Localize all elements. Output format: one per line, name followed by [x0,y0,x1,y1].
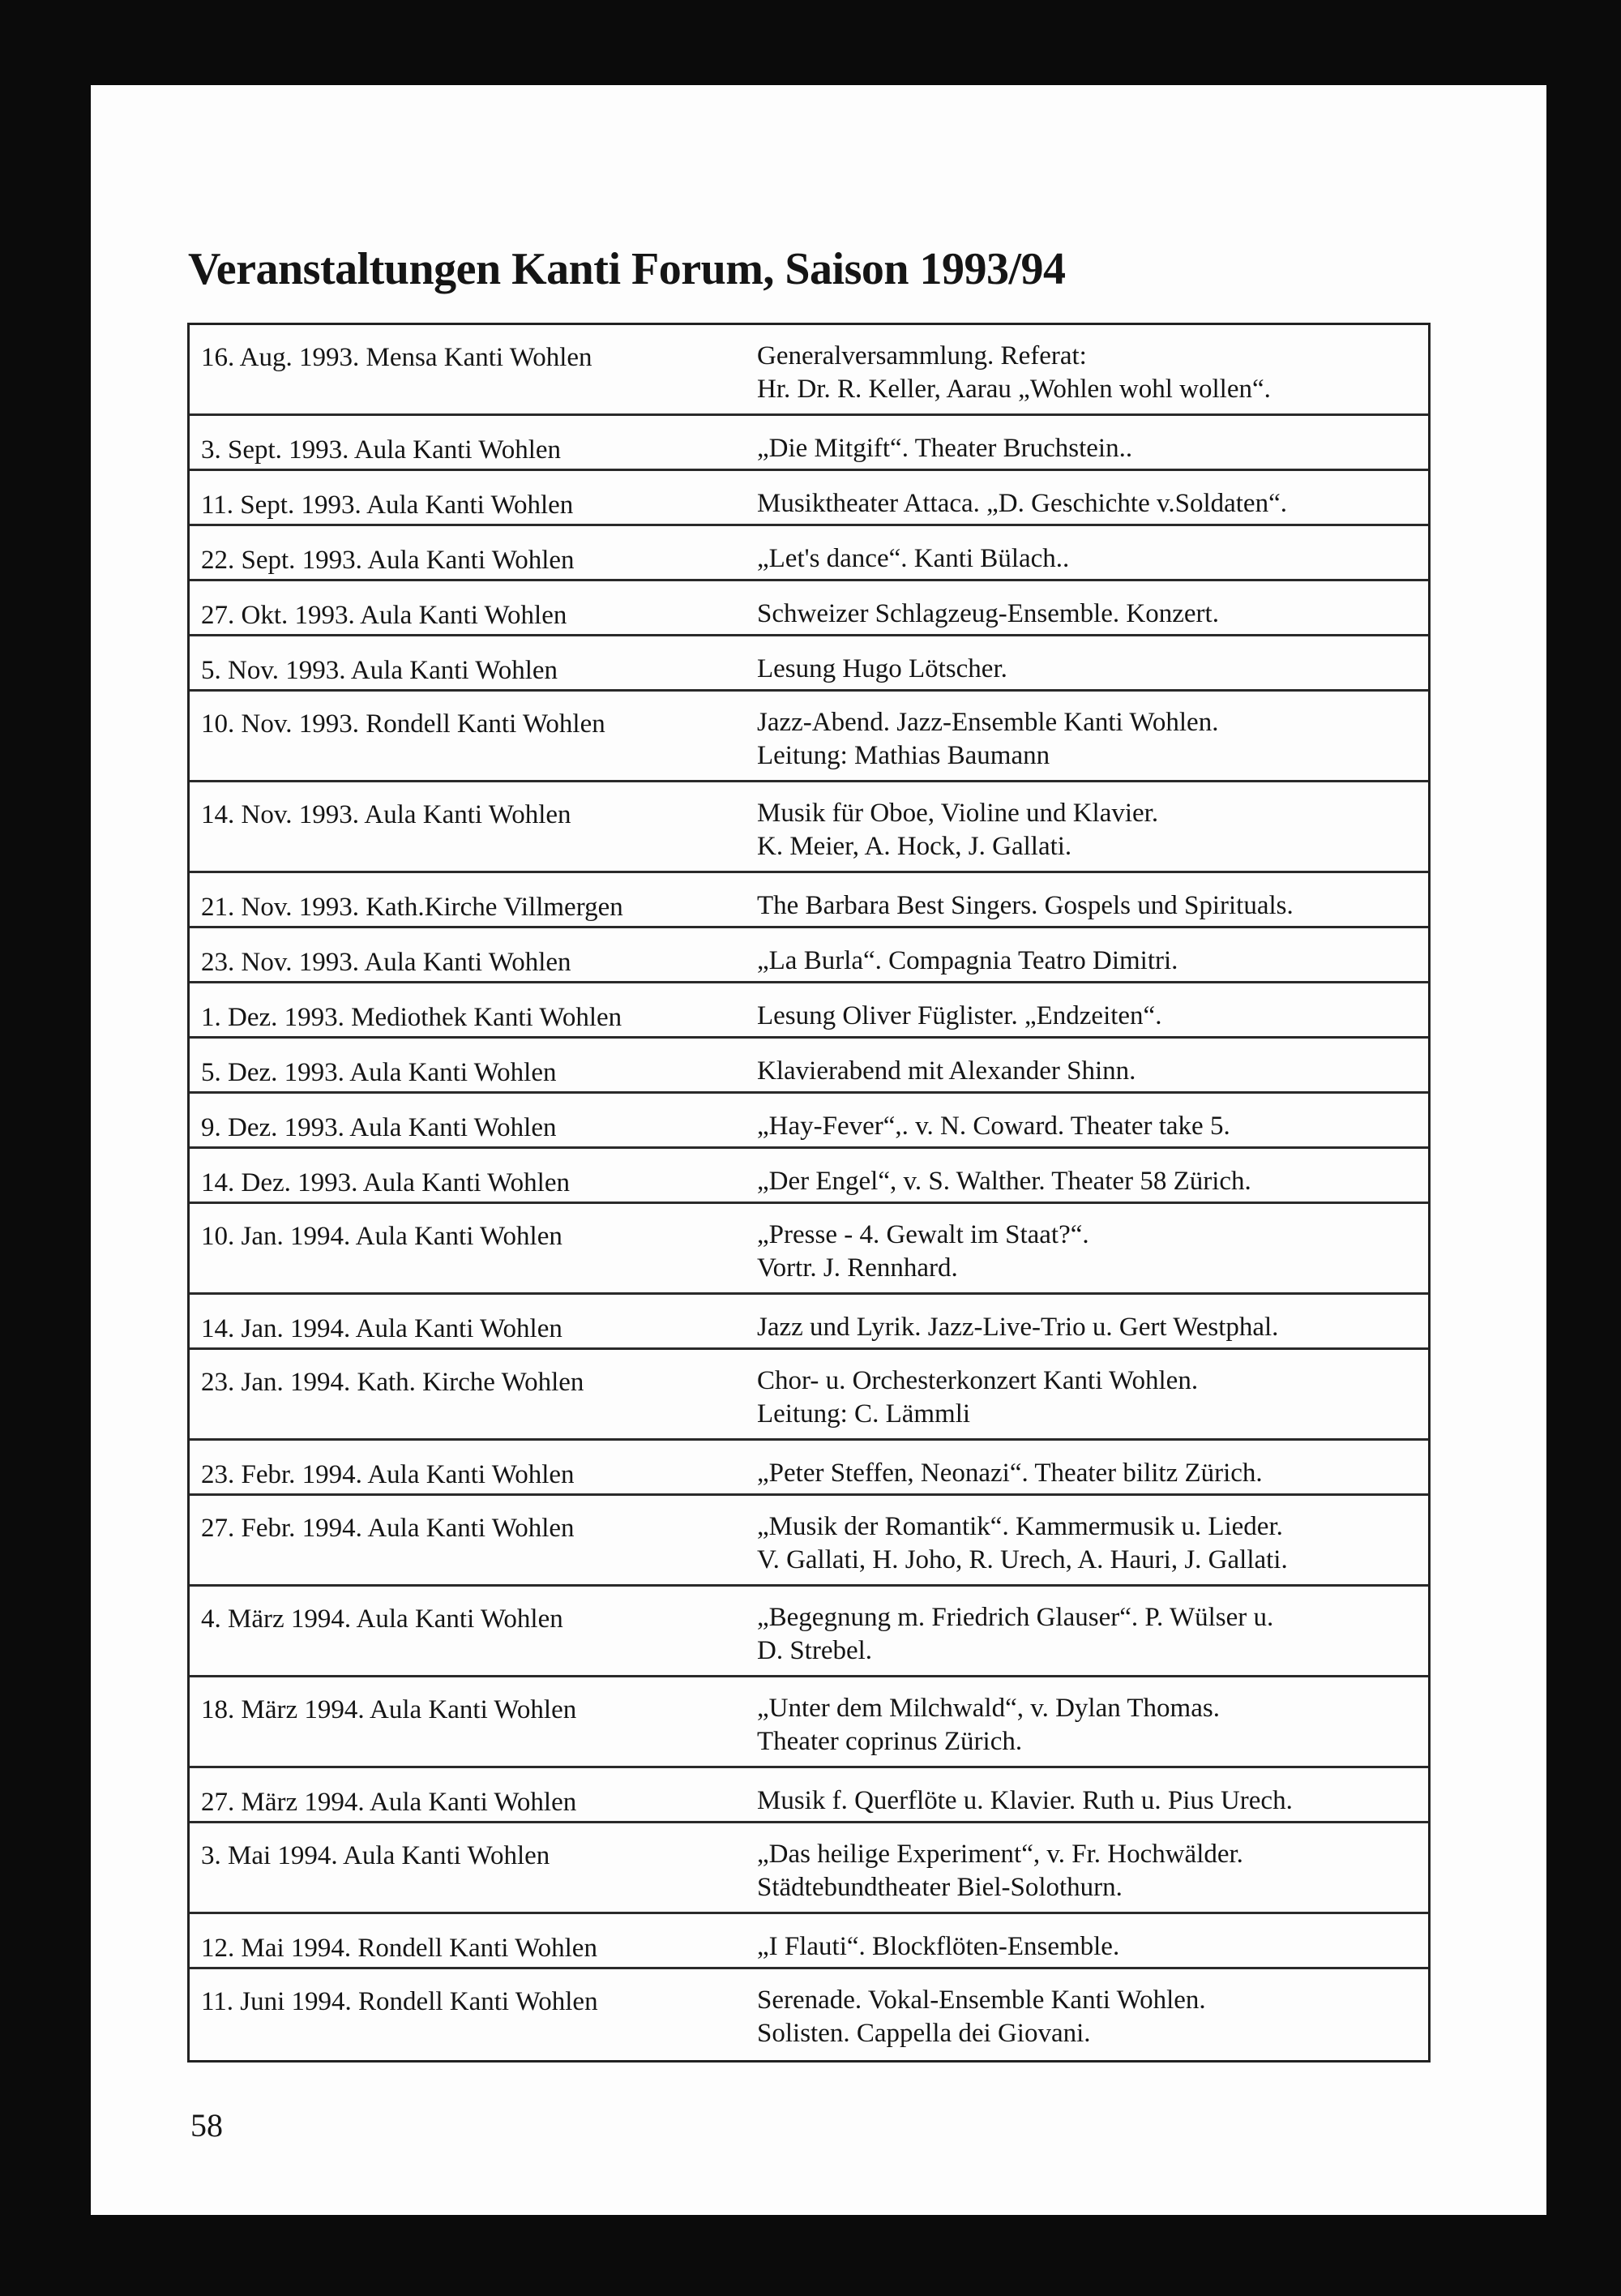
event-description [757,598,1219,631]
event-description [757,1364,1198,1431]
event-description-line: Hr. Dr. R. Keller, Aarau „Wohlen wohl wollen“. [757,375,1271,404]
event-description-line: Solisten. Cappella dei Giovani. [757,2019,1091,2048]
event-description-line: Lesung Hugo Lötscher. [757,654,1007,683]
event-date-venue: 27. März 1994. Aula Kanti Wohlen [201,1788,577,1817]
event-description [757,1165,1251,1198]
event-description-line: Jazz und Lyrik. Jazz-Live-Trio u. Gert Westphal. [757,1313,1279,1342]
table-row [190,1094,1428,1149]
table-row [190,782,1428,873]
event-date-venue: 21. Nov. 1993. Kath.Kirche Villmergen [201,893,623,922]
table-row [190,1204,1428,1295]
table-row [190,1969,1428,2060]
event-date-venue: 22. Sept. 1993. Aula Kanti Wohlen [201,546,575,575]
event-description [757,340,1271,406]
table-row [190,928,1428,983]
event-description-line: Schweizer Schlagzeug-Ensemble. Konzert. [757,599,1219,628]
table-row [190,1587,1428,1677]
event-description-line: Musik f. Querflöte u. Klavier. Ruth u. Pius Urech. [757,1786,1293,1815]
event-date-venue: 14. Dez. 1993. Aula Kanti Wohlen [201,1168,570,1197]
event-date-venue: 10. Nov. 1993. Rondell Kanti Wohlen [201,709,605,739]
table-row [190,1768,1428,1823]
event-date-venue: 9. Dez. 1993. Aula Kanti Wohlen [201,1113,557,1142]
event-date-venue: 14. Nov. 1993. Aula Kanti Wohlen [201,800,571,829]
page-number: 58 [190,2107,223,2144]
event-description-line: „La Burla“. Compagnia Teatro Dimitri. [757,946,1178,975]
event-description [757,1219,1089,1285]
event-date-venue: 11. Juni 1994. Rondell Kanti Wohlen [201,1987,598,2016]
table-row [190,1441,1428,1496]
event-date-venue: 27. Febr. 1994. Aula Kanti Wohlen [201,1514,575,1543]
event-date-venue: 10. Jan. 1994. Aula Kanti Wohlen [201,1222,562,1251]
table-row [190,1914,1428,1969]
event-description-line: „Presse - 4. Gewalt im Staat?“. [757,1220,1089,1249]
event-description-line: Chor- u. Orchesterkonzert Kanti Wohlen. [757,1366,1199,1395]
event-date-venue: 27. Okt. 1993. Aula Kanti Wohlen [201,601,567,630]
event-description [757,1838,1243,1904]
event-description [757,432,1132,465]
event-description-line: Theater coprinus Zürich. [757,1727,1023,1756]
event-description-line: Leitung: Mathias Baumann [757,741,1050,770]
event-description-line: V. Gallati, H. Joho, R. Urech, A. Hauri, J. Gallati. [757,1545,1288,1574]
event-date-venue: 23. Febr. 1994. Aula Kanti Wohlen [201,1460,575,1489]
event-description [757,1000,1161,1033]
event-date-venue: 12. Mai 1994. Rondell Kanti Wohlen [201,1934,597,1963]
table-row [190,581,1428,636]
event-date-venue: 23. Jan. 1994. Kath. Kirche Wohlen [201,1368,584,1397]
event-description-line: „Die Mitgift“. Theater Bruchstein.. [757,434,1133,463]
event-date-venue: 5. Nov. 1993. Aula Kanti Wohlen [201,656,558,685]
event-description-line: Generalversammlung. Referat: [757,341,1087,371]
event-description [757,1110,1230,1143]
event-description [757,1311,1278,1344]
event-description-line: „Der Engel“, v. S. Walther. Theater 58 Zürich. [757,1167,1251,1196]
event-description-line: The Barbara Best Singers. Gospels und Spirituals. [757,891,1294,920]
event-description [757,889,1294,923]
event-description-line: D. Strebel. [757,1636,873,1665]
event-description [757,487,1287,520]
events-table [187,323,1431,2063]
event-description-line: „Peter Steffen, Neonazi“. Theater bilitz Zürich. [757,1459,1263,1488]
event-date-venue: 16. Aug. 1993. Mensa Kanti Wohlen [201,343,592,372]
event-description-line: „Das heilige Experiment“, v. Fr. Hochwälder. [757,1840,1243,1869]
table-row [190,471,1428,526]
table-row [190,1039,1428,1094]
event-description-line: „I Flauti“. Blockflöten-Ensemble. [757,1932,1120,1961]
event-description-line: „Hay-Fever“,. v. N. Coward. Theater take 5. [757,1112,1230,1141]
page-title: Veranstaltungen Kanti Forum, Saison 1993/94 [188,244,1066,294]
event-description [757,706,1218,773]
event-description [757,1055,1136,1088]
event-description [757,1601,1273,1668]
table-row [190,983,1428,1039]
event-date-venue: 1. Dez. 1993. Mediothek Kanti Wohlen [201,1003,622,1032]
event-date-venue: 23. Nov. 1993. Aula Kanti Wohlen [201,948,571,977]
event-description-line: Klavierabend mit Alexander Shinn. [757,1056,1136,1086]
event-description-line: Vortr. J. Rennhard. [757,1253,958,1283]
event-description [757,653,1007,686]
table-row [190,325,1428,416]
event-description-line: Serenade. Vokal-Ensemble Kanti Wohlen. [757,1985,1206,2015]
event-description [757,1984,1206,2050]
event-description-line: Lesung Oliver Füglister. „Endzeiten“. [757,1001,1162,1030]
event-description [757,1930,1119,1964]
event-description [757,1510,1288,1577]
event-description [757,1457,1263,1490]
event-description-line: Musiktheater Attaca. „D. Geschichte v.Soldaten“. [757,489,1287,518]
event-date-venue: 14. Jan. 1994. Aula Kanti Wohlen [201,1314,562,1343]
event-date-venue: 11. Sept. 1993. Aula Kanti Wohlen [201,490,574,520]
event-date-venue: 4. März 1994. Aula Kanti Wohlen [201,1604,563,1634]
event-description-line: „Let's dance“. Kanti Bülach.. [757,544,1070,573]
event-date-venue: 5. Dez. 1993. Aula Kanti Wohlen [201,1058,557,1087]
event-description-line: „Unter dem Milchwald“, v. Dylan Thomas. [757,1694,1220,1723]
event-description-line: Leitung: C. Lämmli [757,1399,971,1429]
event-description-line: „Musik der Romantik“. Kammermusik u. Lieder. [757,1512,1283,1541]
event-description [757,542,1069,576]
event-description-line: Musik für Oboe, Violine und Klavier. [757,799,1159,828]
event-date-venue: 3. Sept. 1993. Aula Kanti Wohlen [201,435,562,465]
event-description [757,1784,1293,1818]
event-description-line: Städtebundtheater Biel-Solothurn. [757,1873,1123,1902]
event-date-venue: 3. Mai 1994. Aula Kanti Wohlen [201,1841,550,1870]
event-description [757,945,1178,978]
table-row [190,1350,1428,1441]
event-date-venue: 18. März 1994. Aula Kanti Wohlen [201,1695,577,1724]
table-row [190,1496,1428,1587]
table-row [190,1295,1428,1350]
table-row [190,873,1428,928]
event-description-line: Jazz-Abend. Jazz-Ensemble Kanti Wohlen. [757,708,1219,737]
table-row [190,526,1428,581]
event-description-line: „Begegnung m. Friedrich Glauser“. P. Wülser u. [757,1603,1274,1632]
table-row [190,1823,1428,1914]
event-description-line: K. Meier, A. Hock, J. Gallati. [757,832,1072,861]
event-description [757,797,1158,863]
event-description [757,1692,1220,1758]
table-row [190,692,1428,782]
table-row [190,416,1428,471]
table-row [190,636,1428,692]
table-row [190,1677,1428,1768]
table-row [190,1149,1428,1204]
